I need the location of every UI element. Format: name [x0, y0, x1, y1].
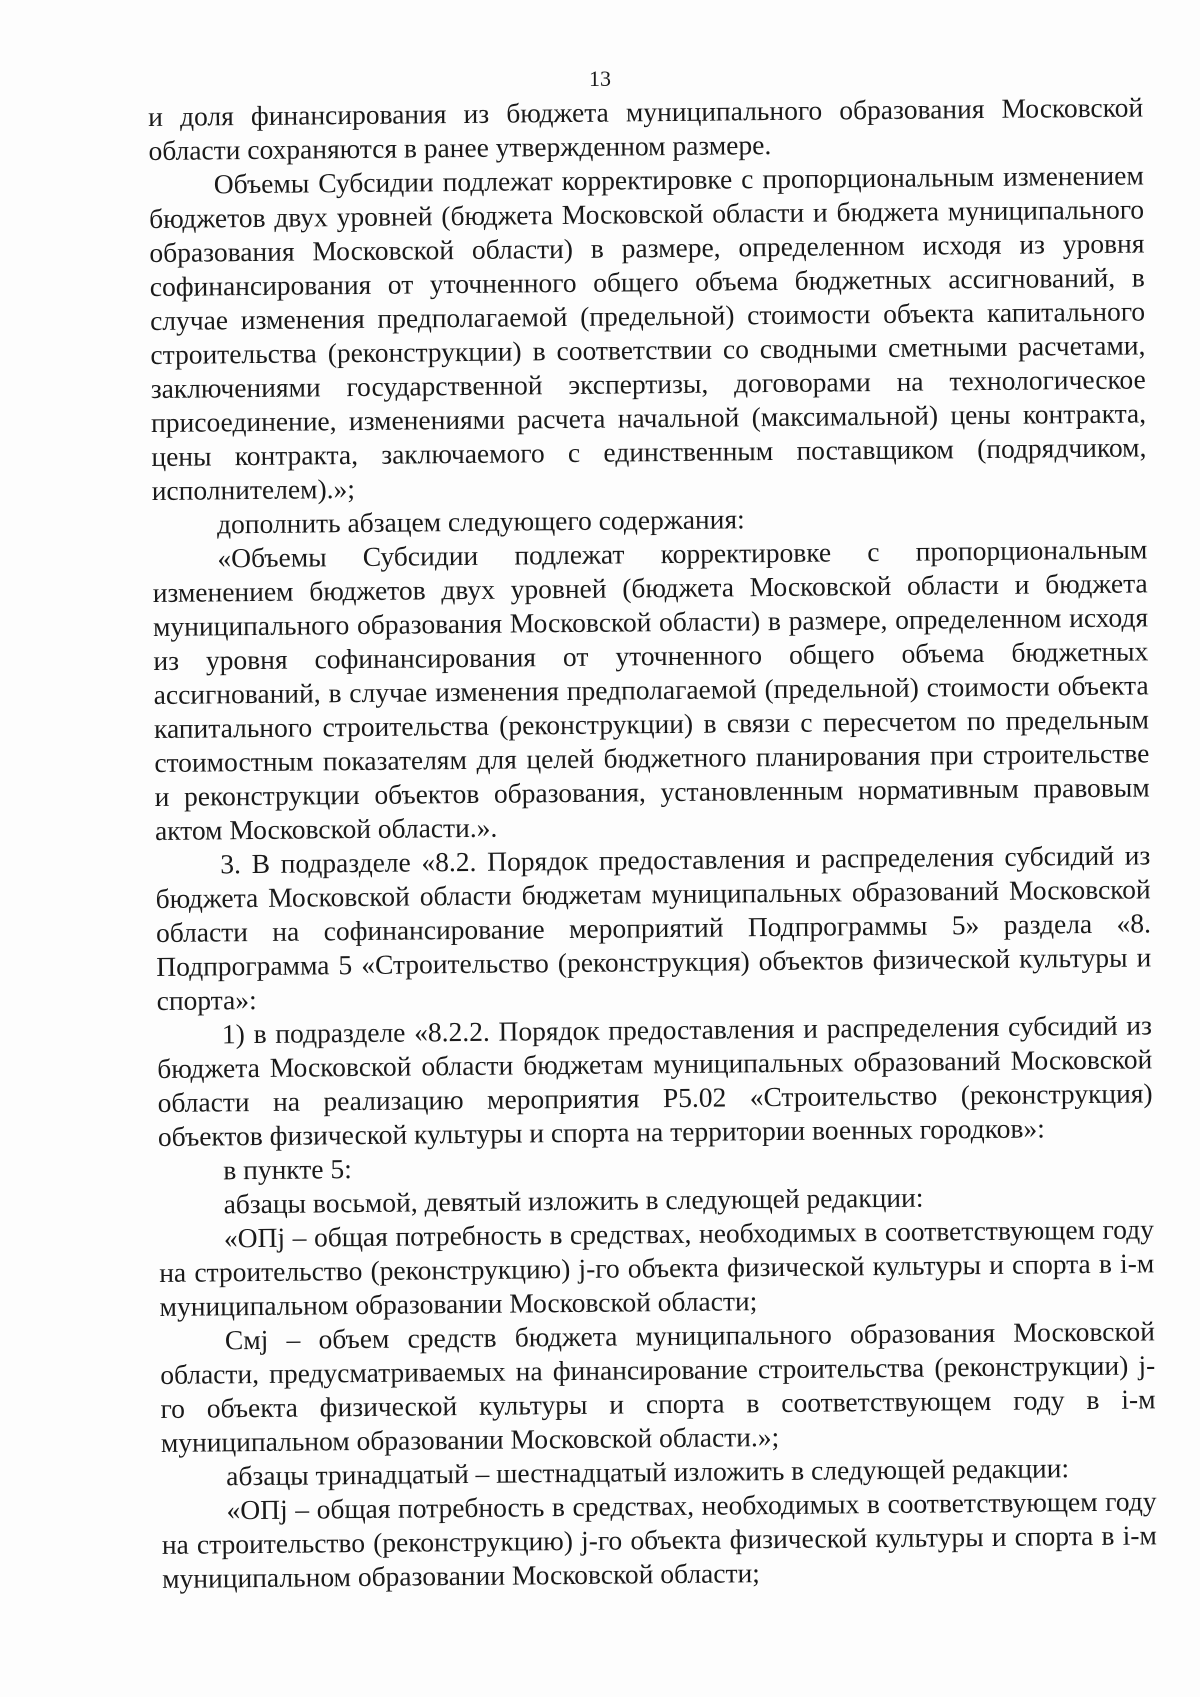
paragraph-instruction-13-16: абзацы тринадцатый – шестнадцатый изложить в следующей редакции:: [226, 1452, 1070, 1492]
page-number: 13: [589, 66, 611, 91]
paragraph-definition-sm: Смj – объем средств бюджета муниципального образования Московской области, предусматриваемых на финансирование строительства (реконструкции) j-го объекта физической культуры и спорта в соответствующем году в i-м муниципальном образовании Московской области.»;: [160, 1315, 1156, 1458]
paragraph-continuation: и доля финансирования из бюджета муниципального образования Московской области сохраняются в ранее утвержденном размере.: [148, 91, 1144, 166]
document-body: [148, 90, 1157, 1595]
paragraph-point-5: в пункте 5:: [223, 1153, 352, 1186]
paragraph-subitem-1: 1) в подразделе «8.2.2. Порядок предоставления и распределения субсидий из бюджета Московской области бюджетам муниципальных образований Московской области на реализацию мероприятия Р5.02 «Строительство (реконструкция) объектов физической культуры и спорта на территории военных городков»:: [157, 1009, 1153, 1152]
paragraph-instruction-8-9: абзацы восьмой, девятый изложить в следующей редакции:: [223, 1181, 924, 1220]
paragraph-instruction-add: дополнить абзацем следующего содержания:: [216, 503, 745, 540]
paragraph-item-3: 3. В подразделе «8.2. Порядок предоставления и распределения субсидий из бюджета Московской области бюджетам муниципальных образований Московской области на софинансирование мероприятий Подпрограммы 5» раздела «8. Подпрограмма 5 «Строительство (реконструкция) объектов физической культуры и спорта»:: [155, 839, 1152, 1016]
paragraph-definition-op-2: «ОПj – общая потребность в средствах, необходимых в соответствующем году на строительство (реконструкцию) j-го объекта физической культуры и спорта в i-м муниципальном образовании Московской области;: [161, 1485, 1157, 1594]
paragraph-definition-op: «ОПj – общая потребность в средствах, необходимых в соответствующем году на строительство (реконструкцию) j-го объекта физической культуры и спорта в i-м муниципальном образовании Московской области;: [159, 1213, 1155, 1322]
paragraph-new-subsidy-text: «Объемы Субсидии подлежат корректировке с пропорциональным изменением бюджетов двух уровней (бюджета Московской области и бюджета муниципального образования Московской области) в размере, определенном исходя из уровня софинансирования от уточненного общего объема бюджетных ассигнований, в случае изменения предполагаемой (предельной) стоимости объекта капитального строительства (реконструкции) в связи с пересчетом по предельным стоимостным показателям для целей бюджетного планирования при строительстве и реконструкции объектов образования, установленным нормативным правовым актом Московской области.».: [152, 533, 1150, 846]
paragraph-subsidy-adjustment: Объемы Субсидии подлежат корректировке с пропорциональным изменением бюджетов двух уровней (бюджета Московской области и бюджета муниципального образования Московской области) в размере, определенном исходя из уровня софинансирования от уточненного общего объема бюджетных ассигнований, в случае изменения предполагаемой (предельной) стоимости объекта капитального строительства (реконструкции) в соответствии со сводными сметными расчетами, заключениями государственной экспертизы, договорами на технологическое присоединение, изменениями расчета начальной (максимальной) цены контракта, цены контракта, заключаемого с единственным поставщиком (подрядчиком, исполнителем).»;: [148, 159, 1147, 506]
